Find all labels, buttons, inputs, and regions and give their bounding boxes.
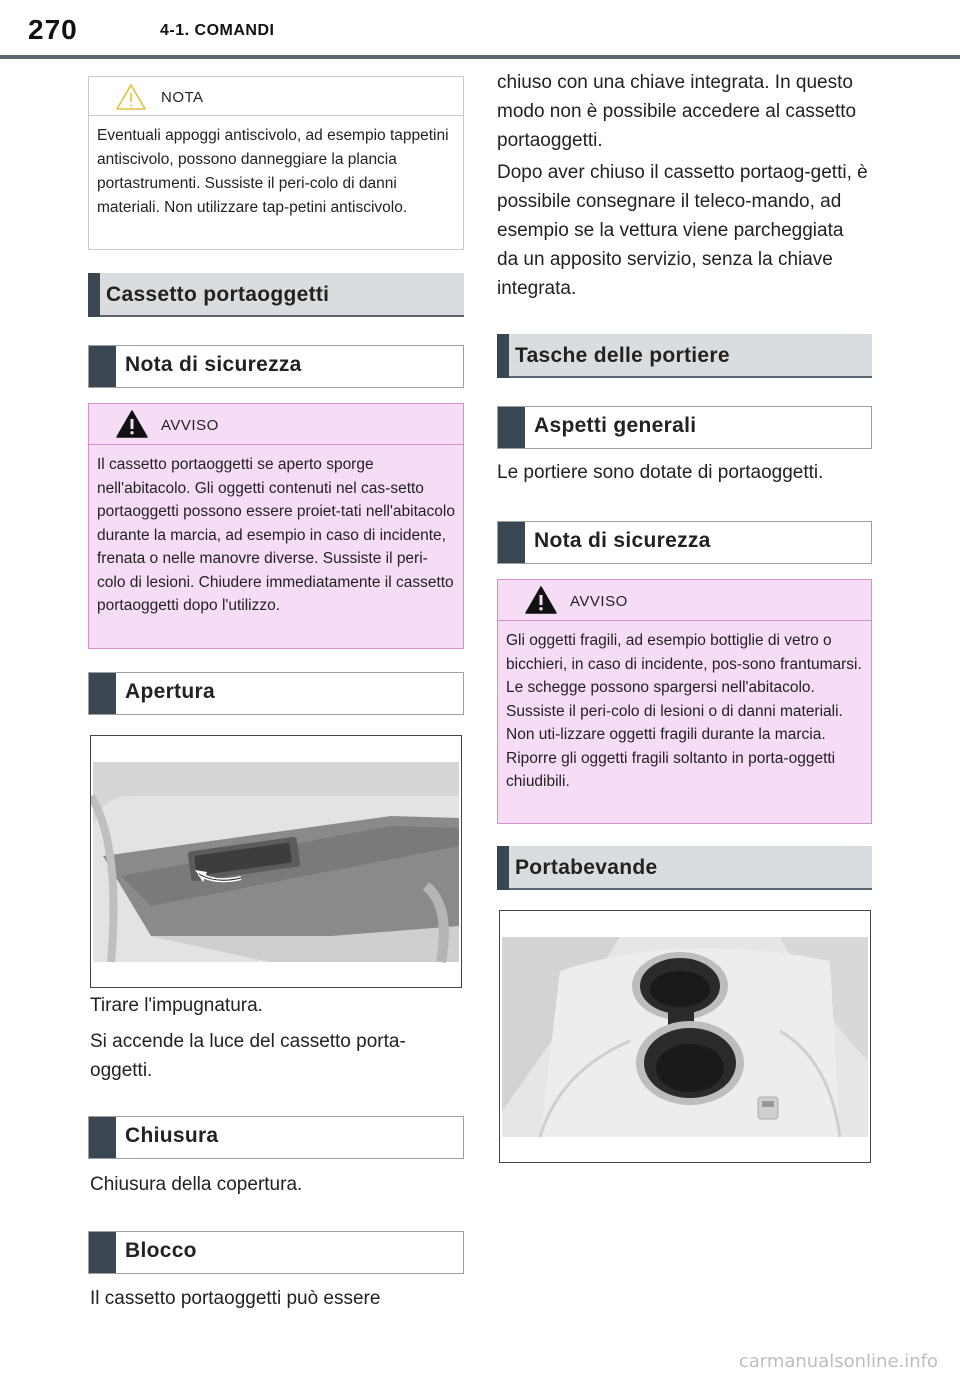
- heading-nota-di-sicurezza: [88, 345, 464, 388]
- heading-bar: [89, 346, 116, 387]
- heading-text: Nota di sicurezza: [125, 353, 302, 376]
- caution-outline-icon: [115, 82, 147, 112]
- nota-header: [89, 77, 463, 116]
- heading-text: Cassetto portaoggetti: [106, 283, 330, 306]
- warning-triangle-icon: [524, 584, 558, 616]
- page-number: 270: [28, 14, 78, 45]
- heading-text: Tasche delle portiere: [515, 344, 730, 367]
- apertura-step-1: Tirare l'impugnatura.: [90, 995, 263, 1016]
- heading-portabevande: [497, 846, 872, 890]
- heading-text: Apertura: [125, 680, 215, 703]
- heading-bar: [498, 407, 525, 448]
- heading-text: Portabevande: [515, 856, 658, 879]
- avviso-label: AVVISO: [161, 417, 219, 434]
- header-rule: [0, 55, 960, 59]
- blocco-continuation-2: Dopo aver chiuso il cassetto portaog-getti, è possibile consegnare il teleco-mando, ad esempio se la vettura viene parcheggiata da un apposito servizio, senza la chiave integrata.: [497, 162, 868, 299]
- heading-nota-di-sicurezza-2: [497, 521, 872, 564]
- heading-bar: [89, 1117, 116, 1158]
- warning-triangle-icon: [115, 408, 149, 440]
- apertura-step-2: Si accende la luce del cassetto porta-oggetti.: [90, 1031, 406, 1081]
- heading-bar: [497, 334, 509, 378]
- aspetti-generali-text: Le portiere sono dotate di portaoggetti.: [497, 462, 824, 483]
- blocco-text: Il cassetto portaoggetti può essere: [90, 1288, 381, 1309]
- avviso-label: AVVISO: [570, 593, 628, 610]
- avviso-header: [89, 404, 463, 445]
- chiusura-text: Chiusura della copertura.: [90, 1174, 303, 1195]
- heading-blocco: [88, 1231, 464, 1274]
- heading-tasche-delle-portiere: [497, 334, 872, 378]
- heading-aspetti-generali: [497, 406, 872, 449]
- figure-glove-box-handle: [90, 735, 462, 988]
- glove-box-illustration: [91, 736, 461, 987]
- heading-cassetto-portaoggetti: [88, 273, 464, 317]
- watermark: carmanualsonline.info: [738, 1351, 938, 1372]
- nota-text: Eventuali appoggi antiscivolo, ad esempio tappetini antiscivolo, possono danneggiare la plancia portastrumenti. Sussiste il peri-colo di danni materiali. Non utilizzare tap-petini antiscivolo.: [97, 127, 449, 216]
- blocco-continuation-1: chiuso con una chiave integrata. In questo modo non è possibile accedere al cassetto portaoggetti.: [497, 72, 857, 151]
- heading-bar: [89, 1232, 116, 1273]
- heading-bar: [89, 673, 116, 714]
- avviso-box-2: [497, 579, 872, 824]
- avviso-header: [498, 580, 871, 621]
- heading-chiusura: [88, 1116, 464, 1159]
- section-title: 4-1. COMANDI: [160, 22, 275, 39]
- cup-holder-illustration: [500, 911, 870, 1162]
- heading-text: Nota di sicurezza: [534, 529, 711, 552]
- avviso-text: Gli oggetti fragili, ad esempio bottiglie di vetro o bicchieri, in caso di incidente, pos-sono frantumarsi. Le schegge possono spargersi nell'abitacolo. Sussiste il peri-colo di lesioni o di danni materiali. Non uti-lizzare oggetti fragili durante la marcia. Riporre gli oggetti fragili soltanto in porta-oggetti chiudibili.: [506, 632, 862, 790]
- heading-bar: [497, 846, 509, 890]
- heading-bar: [498, 522, 525, 563]
- heading-text: Chiusura: [125, 1124, 219, 1147]
- heading-apertura: [88, 672, 464, 715]
- heading-text: Blocco: [125, 1239, 197, 1262]
- avviso-text: Il cassetto portaoggetti se aperto sporge nell'abitacolo. Gli oggetti contenuti nel cas-setto portaoggetti possono essere proiet-tati nell'abitacolo durante la marcia, ad esempio in caso di incidente, frenata o nelle manovre diverse. Sussiste il peri-colo di lesioni. Chiudere immediatamente il cassetto portaoggetti dopo l'utilizzo.: [97, 456, 455, 614]
- avviso-box: [88, 403, 464, 649]
- nota-label: NOTA: [161, 89, 204, 106]
- nota-box: [88, 76, 464, 250]
- heading-text: Aspetti generali: [534, 414, 697, 437]
- figure-cup-holders: [499, 910, 871, 1163]
- heading-bar: [88, 273, 100, 317]
